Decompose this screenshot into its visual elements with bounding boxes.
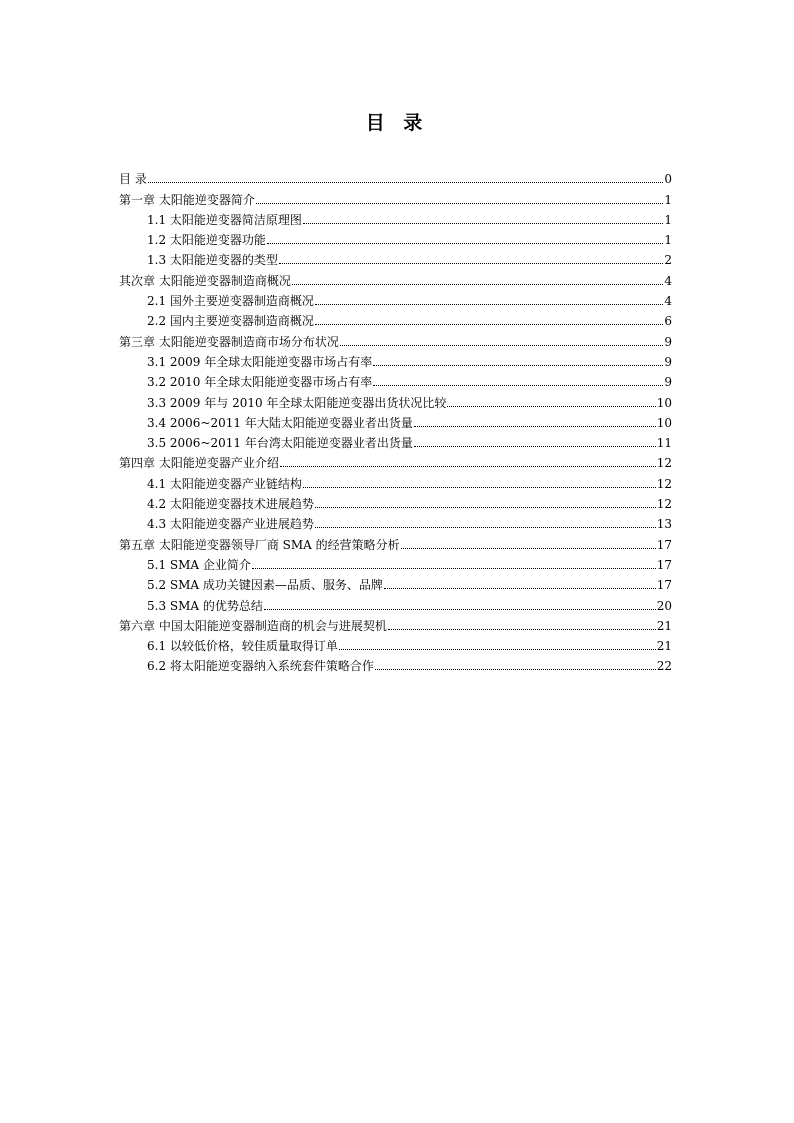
toc-entry-section[interactable] [119, 430, 672, 450]
toc-entry-page-number: 1 [664, 233, 672, 248]
toc-entry-page-number: 17 [656, 557, 672, 572]
toc-entry-section[interactable] [119, 653, 672, 673]
toc-entry-label: 4.1 太阳能逆变器产业链结构 [147, 476, 302, 491]
toc-entry-label: 第五章 太阳能逆变器领导厂商 SMA 的经营策略分析 [119, 537, 400, 552]
toc-entry-page-number: 9 [664, 334, 672, 349]
toc-entry-label: 4.3 太阳能逆变器产业进展趋势 [147, 517, 314, 532]
toc-dot-leader [315, 507, 656, 508]
toc-entry-label: 其次章 太阳能逆变器制造商概况 [119, 273, 291, 288]
toc-entry-section[interactable] [119, 389, 672, 409]
toc-entry-page-number: 9 [664, 375, 672, 390]
toc-entry-label: 6.1 以较低价格，较佳质量取得订单 [147, 639, 338, 654]
toc-dot-leader [267, 243, 663, 244]
toc-dot-leader [373, 385, 663, 386]
toc-entry-page-number: 12 [656, 456, 672, 471]
toc-entry-section[interactable] [119, 369, 672, 389]
toc-dot-leader [384, 588, 656, 589]
toc-entry-page-number: 1 [664, 192, 672, 207]
toc-entry-page-number: 12 [656, 497, 672, 512]
toc-entry-chapter[interactable] [119, 613, 672, 633]
toc-entry-chapter[interactable] [119, 328, 672, 348]
toc-entry-page-number: 21 [656, 639, 672, 654]
toc-entry-page-number: 17 [656, 537, 672, 552]
toc-dot-leader [315, 304, 663, 305]
toc-dot-leader [280, 466, 656, 467]
table-of-contents [119, 166, 672, 673]
toc-entry-label: 4.2 太阳能逆变器技术进展趋势 [147, 497, 314, 512]
toc-entry-page-number: 6 [664, 314, 672, 329]
toc-entry-chapter[interactable] [119, 450, 672, 470]
toc-dot-leader [388, 629, 656, 630]
toc-entry-label: 2.2 国内主要逆变器制造商概况 [147, 314, 314, 329]
toc-entry-page-number: 17 [656, 578, 672, 593]
toc-entry-section[interactable] [119, 511, 672, 531]
toc-entry-label: 5.3 SMA 的优势总结 [147, 598, 263, 613]
toc-entry-page-number: 11 [656, 436, 672, 451]
toc-entry-page-number: 12 [656, 476, 672, 491]
toc-entry-page-number: 1 [664, 212, 672, 227]
toc-entry-page-number: 2 [664, 253, 672, 268]
toc-entry-page-number: 10 [656, 395, 672, 410]
toc-entry-section[interactable] [119, 349, 672, 369]
toc-entry-section[interactable] [119, 308, 672, 328]
toc-dot-leader [303, 487, 656, 488]
toc-dot-leader [340, 345, 664, 346]
toc-entry-label: 1.1 太阳能逆变器简洁原理图 [147, 212, 302, 227]
toc-dot-leader [303, 223, 663, 224]
toc-entry-label: 第六章 中国太阳能逆变器制造商的机会与进展契机 [119, 618, 387, 633]
toc-entry-label: 3.5 2006~2011 年台湾太阳能逆变器业者出货量 [147, 436, 413, 451]
toc-entry-label: 5.1 SMA 企业简介 [147, 557, 251, 572]
toc-entry-page-number: 10 [656, 415, 672, 430]
toc-dot-leader [264, 609, 656, 610]
toc-entry-section[interactable] [119, 572, 672, 592]
toc-dot-leader [279, 263, 663, 264]
toc-entry-page-number: 20 [656, 598, 672, 613]
toc-entry-page-number: 0 [664, 172, 672, 187]
toc-entry-label: 第三章 太阳能逆变器制造商市场分布状况 [119, 334, 339, 349]
toc-dot-leader [292, 284, 664, 285]
toc-entry-page-number: 21 [656, 618, 672, 633]
toc-entry-chapter[interactable] [119, 531, 672, 551]
toc-entry-label: 3.2 2010 年全球太阳能逆变器市场占有率 [147, 375, 373, 390]
toc-entry-section[interactable] [119, 491, 672, 511]
toc-dot-leader [252, 568, 656, 569]
toc-entry-label: 3.1 2009 年全球太阳能逆变器市场占有率 [147, 354, 373, 369]
toc-entry-label: 5.2 SMA 成功关键因素—品质、服务、品牌 [147, 578, 383, 593]
toc-entry-page-number: 4 [664, 273, 672, 288]
toc-entry-section[interactable] [119, 470, 672, 490]
toc-entry-chapter[interactable] [119, 166, 672, 186]
toc-dot-leader [447, 406, 655, 407]
toc-entry-label: 3.4 2006~2011 年大陆太阳能逆变器业者出货量 [147, 415, 413, 430]
toc-entry-section[interactable] [119, 552, 672, 572]
toc-entry-label: 第四章 太阳能逆变器产业介绍 [119, 456, 279, 471]
toc-entry-page-number: 13 [656, 517, 672, 532]
toc-entry-section[interactable] [119, 288, 672, 308]
toc-dot-leader [373, 365, 663, 366]
toc-entry-page-number: 9 [664, 354, 672, 369]
toc-entry-label: 2.1 国外主要逆变器制造商概况 [147, 294, 314, 309]
toc-entry-section[interactable] [119, 207, 672, 227]
toc-entry-chapter[interactable] [119, 267, 672, 287]
toc-entry-label: 6.2 将太阳能逆变器纳入系统套件策略合作 [147, 659, 374, 674]
toc-entry-label: 3.3 2009 年与 2010 年全球太阳能逆变器出货状况比较 [147, 395, 447, 410]
toc-entry-label: 1.2 太阳能逆变器功能 [147, 233, 266, 248]
toc-entry-label: 第一章 太阳能逆变器简介 [119, 192, 255, 207]
toc-dot-leader [339, 649, 656, 650]
toc-entry-chapter[interactable] [119, 186, 672, 206]
toc-entry-page-number: 22 [656, 659, 672, 674]
toc-entry-section[interactable] [119, 633, 672, 653]
toc-dot-leader [375, 669, 656, 670]
toc-dot-leader [414, 446, 656, 447]
toc-entry-section[interactable] [119, 247, 672, 267]
toc-dot-leader [401, 548, 656, 549]
toc-entry-section[interactable] [119, 410, 672, 430]
toc-dot-leader [148, 182, 664, 183]
toc-dot-leader [315, 527, 656, 528]
toc-entry-section[interactable] [119, 227, 672, 247]
toc-entry-section[interactable] [119, 592, 672, 612]
toc-entry-page-number: 4 [664, 294, 672, 309]
toc-entry-label: 1.3 太阳能逆变器的类型 [147, 253, 278, 268]
toc-dot-leader [414, 426, 656, 427]
toc-dot-leader [256, 203, 664, 204]
toc-dot-leader [315, 324, 663, 325]
toc-entry-label: 目 录 [119, 172, 147, 187]
page-title: 目 录 [365, 112, 429, 134]
